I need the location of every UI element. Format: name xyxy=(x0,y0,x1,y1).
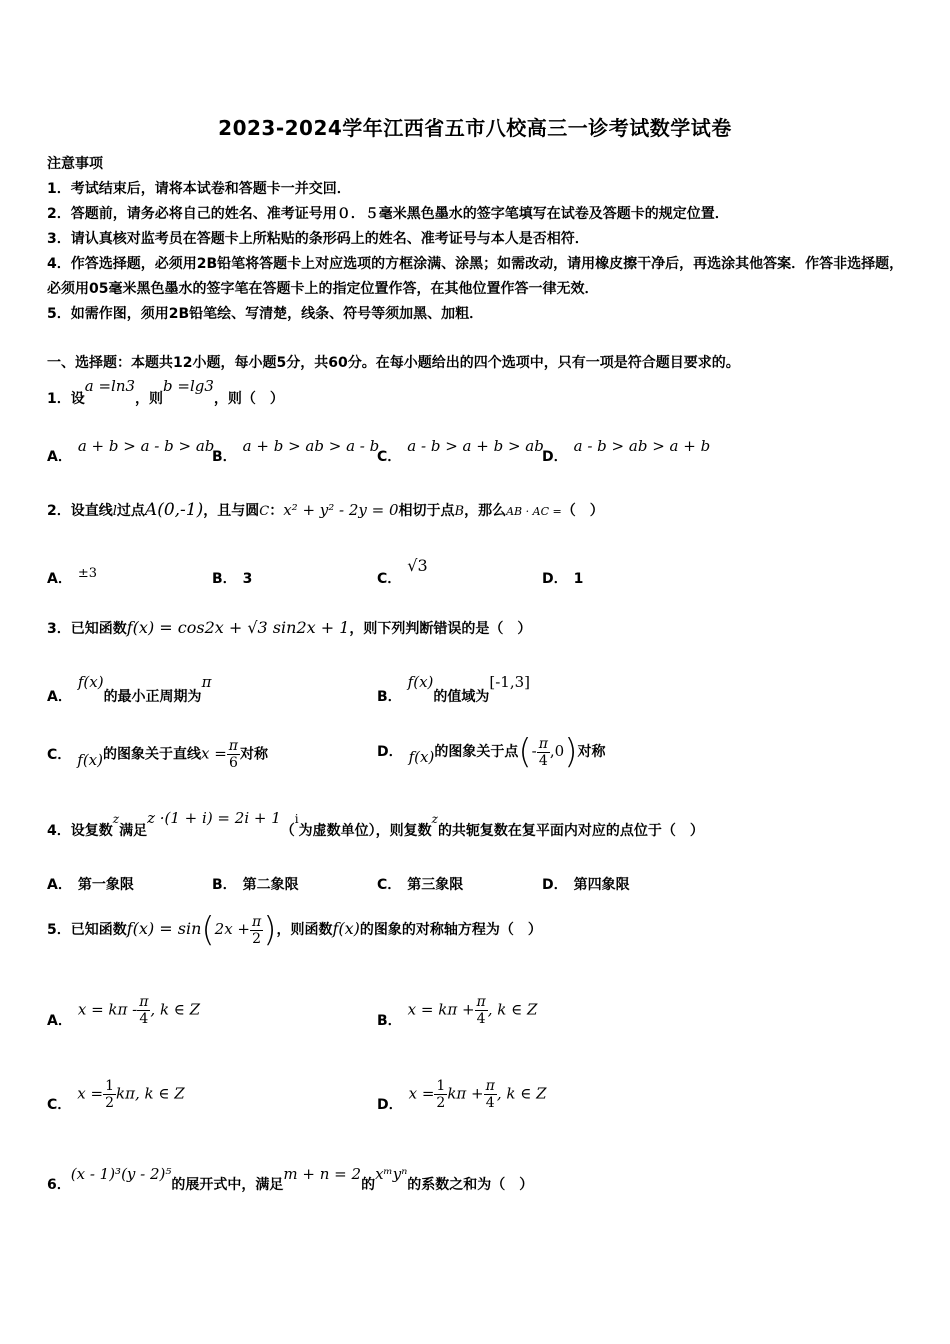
fraction xyxy=(434,1078,447,1111)
q2-text: ，那么 xyxy=(464,503,507,519)
q3-tail: ，则下列判断错误的是（ ） xyxy=(349,621,532,637)
q4-text: （ xyxy=(280,823,295,839)
note-item: 3．请认真核对监考员在答题卡上所粘贴的条形码上的姓名、准考证号与本人是否相符． xyxy=(47,231,589,247)
q6-stem: 6． xyxy=(47,1177,71,1193)
q2-text: 相切于点 xyxy=(398,503,455,519)
option-label: B． xyxy=(212,877,237,893)
pi: π xyxy=(201,673,212,691)
option-math: x = kπ - xyxy=(77,1000,138,1019)
q1-a-def: a =ln3 xyxy=(84,377,136,395)
numerator: π xyxy=(252,913,262,930)
page-title: 2023-2024学年江西省五市八校高三一诊考试数学试卷 xyxy=(218,116,732,140)
q2-tail: （ ） xyxy=(561,503,604,519)
q6-condition: m + n = 2 xyxy=(283,1165,362,1183)
option-math: √3 xyxy=(407,556,428,575)
fx: f(x) xyxy=(77,673,104,691)
option-label: A． xyxy=(47,449,72,465)
option-math: a + b > a - b > ab xyxy=(77,437,215,455)
q2-line-l: l xyxy=(112,504,117,519)
left-paren-icon: ( xyxy=(518,732,532,772)
q4-stem: 4．设复数 xyxy=(47,823,113,839)
option-math: 3 xyxy=(242,571,253,587)
notes xyxy=(47,152,907,327)
option-math: ±3 xyxy=(77,566,98,581)
question-6 xyxy=(47,1164,534,1193)
option-label: A． xyxy=(47,571,72,587)
question-5 xyxy=(47,910,542,950)
point-tail: ,0 xyxy=(549,742,565,760)
q5-function: f(x) = sin xyxy=(126,919,202,938)
q4-option-c[interactable] xyxy=(377,874,463,894)
q5-option-d[interactable] xyxy=(377,1078,547,1111)
option-label: A． xyxy=(47,1012,72,1029)
option-math: x = xyxy=(408,1084,435,1103)
note-item: 2．答题前，请务必将自己的姓名、准考证号用０．５毫米黑色墨水的签字笔填写在试卷及答题卡的规定位置． xyxy=(47,206,729,222)
question-2 xyxy=(47,500,604,520)
right-paren-icon: ) xyxy=(564,732,578,772)
fx: f(x) xyxy=(332,919,360,938)
fx: f(x) xyxy=(408,748,435,766)
option-label: A． xyxy=(47,877,72,893)
fraction xyxy=(475,994,488,1027)
option-math: x = kπ + xyxy=(407,1000,475,1019)
question-1 xyxy=(47,377,284,408)
q3-option-c[interactable] xyxy=(47,738,268,771)
option-math: kπ, k ∈ Z xyxy=(116,1084,185,1103)
option-label: C． xyxy=(47,1096,72,1113)
option-label: B． xyxy=(377,1012,402,1029)
numerator: π xyxy=(485,1078,495,1094)
minus: - xyxy=(531,742,537,760)
option-label: C． xyxy=(47,746,72,763)
q6-term: xᵐyⁿ xyxy=(375,1165,408,1183)
q3-option-d[interactable] xyxy=(377,732,605,772)
option-label: C． xyxy=(377,449,402,465)
option-text: 的值域为 xyxy=(433,689,490,705)
denominator: 4 xyxy=(139,1011,149,1027)
option-math: a + b > ab > a - b xyxy=(242,437,380,455)
q2-option-d[interactable] xyxy=(542,568,583,588)
q6-tail: 的系数之和为（ ） xyxy=(407,1177,534,1193)
q1-option-b[interactable] xyxy=(212,436,380,465)
q3-function: f(x) = cos2x + √3 sin2x + 1 xyxy=(126,618,350,637)
option-label: C． xyxy=(377,571,402,587)
option-text: 对称 xyxy=(577,744,606,760)
q1-b-def: b =lg3 xyxy=(163,377,214,395)
q4-equation: z ·(1 + i) = 2i + 1 xyxy=(147,809,281,827)
denominator: 4 xyxy=(538,752,548,769)
q2-stem: 2．设直线 xyxy=(47,503,113,519)
note-item: 4．作答选择题，必须用2B铅笔将答题卡上对应选项的方框涂满、涂黑；如需改动，请用橡皮擦干净后，再选涂其他答案．作答非选择题，必须用05毫米黑色墨水的签字笔在答题卡上的指定位置作答，在其他位置作答一律无效． xyxy=(47,256,904,297)
numerator: π xyxy=(476,994,486,1010)
option-label: D． xyxy=(542,571,568,587)
option-math: , k ∈ Z xyxy=(487,1000,538,1019)
option-math: , k ∈ Z xyxy=(150,1000,201,1019)
q2-option-c[interactable] xyxy=(377,556,428,587)
q2-text: ，且与圆 xyxy=(203,503,260,519)
option-label: D． xyxy=(377,1096,403,1113)
fx: f(x) xyxy=(77,750,103,769)
option-text: 第四象限 xyxy=(573,877,630,893)
option-label: D． xyxy=(542,877,568,893)
fraction xyxy=(250,914,263,947)
option-label: B． xyxy=(212,571,237,587)
left-paren-icon: ( xyxy=(201,910,215,950)
fraction xyxy=(227,738,240,771)
note-item: 1．考试结束后，请将本试卷和答题卡一并交回． xyxy=(47,181,351,197)
denominator: 6 xyxy=(228,755,238,771)
z: z xyxy=(112,812,120,826)
q1-mid: ，则 xyxy=(135,391,164,407)
numerator: 1 xyxy=(436,1078,446,1094)
q5-stem: 5．已知函数 xyxy=(47,922,127,938)
q2-option-a[interactable] xyxy=(47,562,98,587)
option-label: B． xyxy=(377,689,402,705)
note-item: 5．如需作图，须用2B铅笔绘、写清楚，线条、符号等须加黑、加粗． xyxy=(47,306,484,322)
q2-text: 过点 xyxy=(116,503,145,519)
option-label: D． xyxy=(377,744,403,760)
numerator: π xyxy=(538,735,548,752)
option-text: 第二象限 xyxy=(242,877,299,893)
option-text: 对称 xyxy=(240,746,268,763)
q4-text: 为虚数单位），则复数 xyxy=(298,823,432,839)
fraction xyxy=(537,736,550,769)
q5-option-c[interactable] xyxy=(47,1078,185,1111)
question-3 xyxy=(47,618,531,638)
q5-text: ，则函数 xyxy=(276,922,333,938)
option-math: a - b > a + b > ab xyxy=(407,437,544,455)
option-text: 的图象关于直线 xyxy=(103,746,201,763)
q4-option-b[interactable] xyxy=(212,874,299,894)
q5-tail: 的图象的对称轴方程为（ ） xyxy=(359,922,542,938)
option-label: C． xyxy=(377,877,402,893)
q4-text: 满足 xyxy=(119,823,148,839)
q2-circle-c: C xyxy=(259,504,270,519)
q2-point-b: B xyxy=(454,504,465,519)
option-text: 第三象限 xyxy=(407,877,464,893)
q1-stem: 1．设 xyxy=(47,391,85,407)
q5-option-a[interactable] xyxy=(47,994,200,1027)
range: [-1,3] xyxy=(489,673,531,691)
numerator: 1 xyxy=(105,1078,114,1094)
fraction xyxy=(103,1078,116,1111)
q6-text: 的 xyxy=(361,1177,376,1193)
option-math: x = xyxy=(77,1084,104,1103)
q1-tail: ，则（ ） xyxy=(213,391,284,407)
q2-dot-product: AB · AC = xyxy=(506,505,562,518)
option-text: 的图象关于点 xyxy=(434,744,519,760)
option-math: a - b > ab > a + b xyxy=(573,437,711,455)
q2-option-b[interactable] xyxy=(212,568,252,588)
option-math: 1 xyxy=(573,571,584,587)
denominator: 4 xyxy=(476,1011,486,1027)
z: z xyxy=(431,812,438,826)
q1-option-d[interactable] xyxy=(542,436,711,465)
q3-option-a[interactable] xyxy=(47,672,212,705)
right-paren-icon: ) xyxy=(263,910,277,950)
q3-stem: 3．已知函数 xyxy=(47,621,127,637)
q5-option-b[interactable] xyxy=(377,994,537,1027)
option-math: , k ∈ Z xyxy=(496,1084,547,1103)
question-4 xyxy=(47,809,704,840)
option-math: kπ + xyxy=(447,1084,484,1103)
q6-expression: (x - 1)³(y - 2)⁵ xyxy=(70,1165,172,1183)
fraction xyxy=(137,994,150,1027)
option-label: D． xyxy=(542,449,568,465)
q2-point: A(0,-1) xyxy=(144,500,204,520)
q2-circle-eq: x² + y² - 2y = 0 xyxy=(283,501,399,519)
notes-heading: 注意事项 xyxy=(47,156,103,172)
option-text: 第一象限 xyxy=(77,877,134,893)
denominator: 2 xyxy=(105,1095,114,1111)
numerator: π xyxy=(228,738,238,754)
denominator: 4 xyxy=(485,1095,495,1111)
denominator: 2 xyxy=(436,1095,446,1111)
i: i xyxy=(294,812,299,826)
numerator: π xyxy=(139,994,149,1010)
q5-inner: 2x + xyxy=(214,920,250,938)
q6-text: 的展开式中，满足 xyxy=(171,1177,284,1193)
x-eq: x = xyxy=(201,744,227,763)
option-label: A． xyxy=(47,689,72,705)
q4-option-a[interactable] xyxy=(47,874,134,894)
q2-colon: ： xyxy=(269,503,284,519)
section-heading: 一、选择题：本题共12小题，每小题5分，共60分。在每小题给出的四个选项中，只有一项是符合题目要求的。 xyxy=(47,355,740,371)
q4-option-d[interactable] xyxy=(542,874,630,894)
fraction xyxy=(484,1078,497,1111)
q1-option-a[interactable] xyxy=(47,436,215,465)
q4-tail: 的共轭复数在复平面内对应的点位于（ ） xyxy=(437,823,704,839)
q1-option-c[interactable] xyxy=(377,436,544,465)
option-text: 的最小正周期为 xyxy=(103,689,202,705)
option-label: B． xyxy=(212,449,237,465)
fx: f(x) xyxy=(407,673,434,691)
denominator: 2 xyxy=(252,930,262,947)
q3-option-b[interactable] xyxy=(377,672,531,705)
